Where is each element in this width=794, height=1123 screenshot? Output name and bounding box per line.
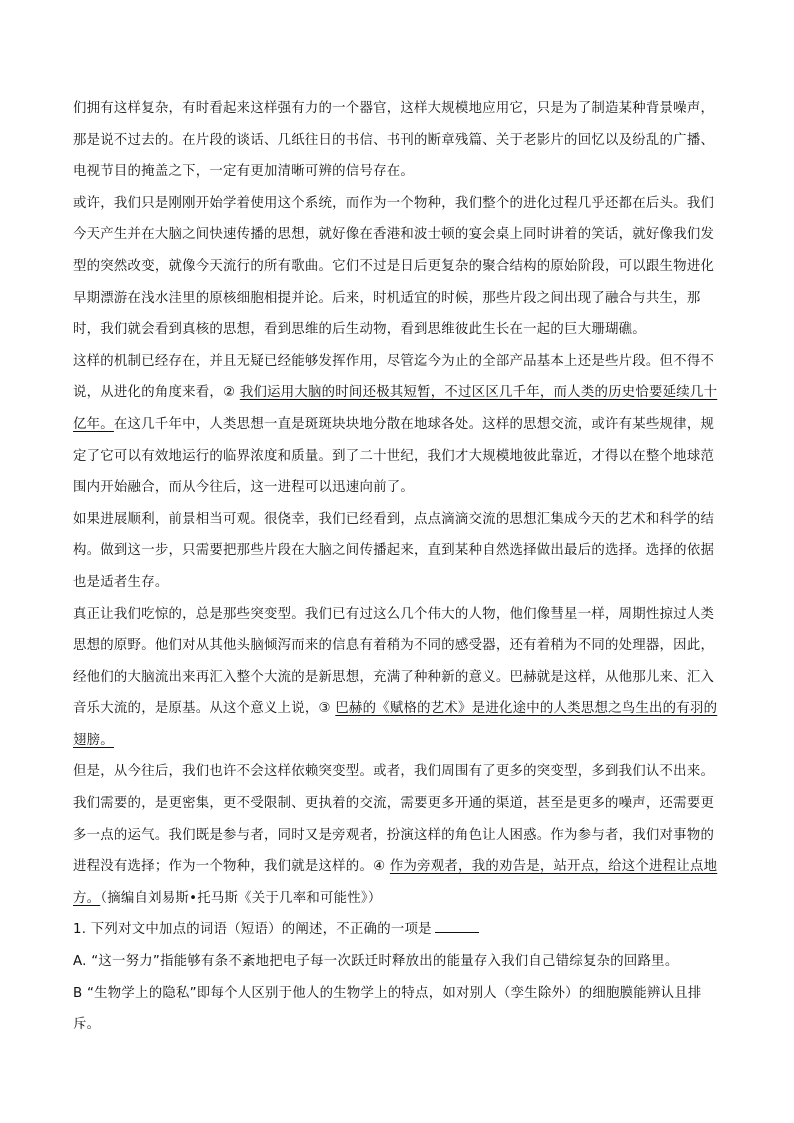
paragraph-1 <box>73 93 723 188</box>
option-a-text: A. “这一努力”指能够有条不紊地把电子每一次跃迁时释放出的能量存入我们自己错综复杂的回路里。 <box>73 954 679 970</box>
source-citation: （摘编自刘易斯•托马斯《关于几率和可能性》） <box>100 890 382 906</box>
underlined-sentence-4: 作为旁观者，我的劝告是，站开点，给这个进程让点地方。 <box>73 859 718 906</box>
paragraph-1-text: 们拥有这样复杂，有时看起来这样强有力的一个器官，这样大规模地应用它，只是为了制造某种背景噪声，那是说不过去的。在片段的谈话、几纸往日的书信、书刊的断章残篇、关于老影片的回忆以及纷乱的广播、电视节目的掩盖之下，一定有更加清晰可辨的信号存在。 <box>73 101 715 180</box>
document-page <box>73 93 723 1041</box>
paragraph-5 <box>73 599 723 757</box>
option-b <box>73 978 723 1041</box>
underlined-sentence-3: 巴赫的《赋格的艺术》是进化途中的人类思想之鸟生出的有羽的翅膀。 <box>73 701 718 748</box>
paragraph-3-text-start: 这样的机制已经存在，并且无疑已经能够发挥作用，尽管迄今为止的全部产品基本上还是些片段。但不得不说，从进化的角度来看，② <box>73 353 715 401</box>
paragraph-2 <box>73 188 723 346</box>
answer-blank <box>435 918 479 933</box>
option-a <box>73 946 723 978</box>
option-b-text: B “生物学上的隐私”即每个人区别于他人的生物学上的特点，如对别人（孪生除外）的细胞膜能辨认且排斥。 <box>73 985 702 1033</box>
question-1 <box>73 914 723 946</box>
paragraph-6 <box>73 756 723 914</box>
underlined-sentence-2: 我们运用大脑的时间还极其短暂，不过区区几千年，而人类的历史恰要延续几十亿年。 <box>73 385 718 432</box>
paragraph-5-text: 真正让我们吃惊的，总是那些突变型。我们已有过这么几个伟大的人物，他们像彗星一样，周期性掠过人类思想的原野。他们对从其他头脑倾泻而来的信息有着稍为不同的感受器，还有着稍为不同的处理器，因此，经他们的大脑流出来再汇入整个大流的是新思想，充满了种种新的意义。巴赫就是这样，从他那儿来、汇入音乐大流的，是原基。从这个意义上说，③ <box>73 606 715 717</box>
paragraph-4 <box>73 504 723 599</box>
paragraph-3-text-end: 在这几千年中，人类思想一直是斑斑块块地分散在地球各处。这样的思想交流，或许有某些规律，规定了它可以有效地运行的临界浓度和质量。到了二十世纪，我们才大规模地彼此靠近，才得以在整个地球范围内开始融合，而从今往后，这一进程可以迅速向前了。 <box>73 416 715 496</box>
question-1-stem: 1. 下列对文中加点的词语（短语）的阐述，不正确的一项是 <box>73 922 432 938</box>
paragraph-4-text: 如果进展顺利，前景相当可观。很侥幸，我们已经看到，点点滴滴交流的思想汇集成今天的艺术和科学的结构。做到这一步，只需要把那些片段在大脑之间传播起来，直到某种自然选择做出最后的选择。选择的依据也是适者生存。 <box>73 511 715 590</box>
paragraph-3 <box>73 346 723 504</box>
paragraph-6-text: 但是，从今往后，我们也许不会这样依赖突变型。或者，我们周围有了更多的突变型，多到我们认不出来。我们需要的，是更密集，更不受限制、更执着的交流，需要更多开通的渠道，甚至是更多的噪声，还需要更多一点的运气。我们既是参与者，同时又是旁观者，扮演这样的角色让人困惑。作为参与者，我们对事物的进程没有选择；作为一个物种，我们就是这样的。④ <box>73 764 715 875</box>
paragraph-2-text: 或许，我们只是刚刚开始学着使用这个系统，而作为一个物种，我们整个的进化过程几乎还都在后头。我们今天产生并在大脑之间快速传播的思想，就好像在香港和波士顿的宴会桌上同时讲着的笑话，就好像我们发型的突然改变，就像今天流行的所有歌曲。它们不过是日后更复杂的聚合结构的原始阶段，可以跟生物进化早期漂游在浅水洼里的原核细胞相提并论。后来，时机适宜的时候，那些片段之间出现了融合与共生，那时，我们就会看到真核的思想，看到思维的后生动物，看到思维彼此生长在一起的巨大珊瑚礁。 <box>73 195 715 338</box>
